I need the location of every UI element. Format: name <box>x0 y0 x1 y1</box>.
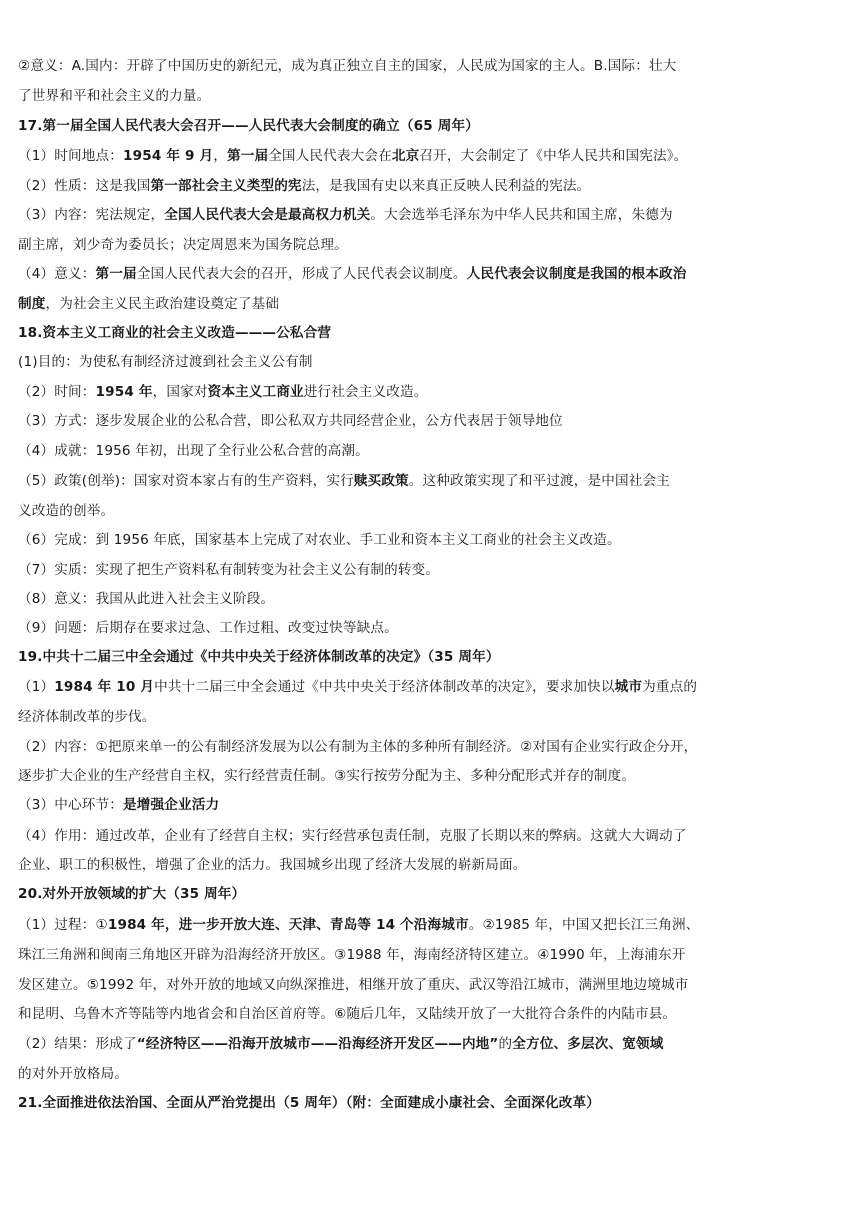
bold-text: 1984 年 10 月 <box>54 679 155 695</box>
text-span: （5）政策(创举)：国家对资本家占有的生产资料，实行 <box>18 473 354 489</box>
text-span: 的对外开放格局。 <box>18 1066 128 1082</box>
text-span: （1） <box>18 679 55 695</box>
text-span: 中共十二届三中全会通过《中共中央关于经济体制改革的决定》，要求加快以 <box>154 679 615 695</box>
text-span: （2）性质：这是我国 <box>18 178 151 194</box>
text-span: 和昆明、乌鲁木齐等陆等内地省会和自治区首府等。⑥随后几年，又陆续开放了一大批符合条件的内陆市县。 <box>18 1006 677 1022</box>
text-span: 全国人民代表大会的召开，形成了人民代表会议制度。 <box>136 266 467 282</box>
section-heading <box>18 116 848 136</box>
text-span: 的 <box>498 1036 513 1052</box>
section-heading <box>18 884 848 904</box>
text-span: （6）完成：到 1956 年底，国家基本上完成了对农业、手工业和资本主义工商业的社会主义改造。 <box>18 532 621 548</box>
text-line <box>18 86 848 106</box>
text-span: （4）作用：通过改革，企业有了经营自主权；实行经营承包责任制，克服了长期以来的弊病。这就大大调动了 <box>18 828 687 844</box>
text-span: （2）时间： <box>18 384 96 400</box>
bold-text: 北京 <box>391 148 420 164</box>
text-span: 为重点的 <box>642 679 698 695</box>
bold-text: 赎买政策 <box>353 473 409 489</box>
text-span: 21.全面推进依法治国、全面从严治党提出（5 周年）（附：全面建成小康社会、全面深化改革） <box>18 1095 600 1111</box>
bold-text: 资本主义工商业 <box>207 384 304 400</box>
bold-text: 第一届 <box>95 266 137 282</box>
text-line <box>18 264 848 284</box>
text-line <box>18 382 848 402</box>
text-span: （7）实质：实现了把生产资料私有制转变为社会主义公有制的转变。 <box>18 562 440 578</box>
bold-text: 全方位、多层次、宽领域 <box>512 1036 664 1052</box>
text-line <box>18 707 848 727</box>
text-span: 发区建立。⑤1992 年，对外开放的地域又向纵深推进，相继开放了重庆、武汉等沿江城市，满洲里地边境城市 <box>18 977 689 993</box>
text-line <box>18 975 848 995</box>
text-span: （3）方式：逐步发展企业的公私合营，即公私双方共同经营企业，公方代表居于领导地位 <box>18 413 563 429</box>
text-line <box>18 294 848 314</box>
text-line <box>18 1064 848 1084</box>
text-span: （4）意义： <box>18 266 96 282</box>
text-line <box>18 56 848 76</box>
text-span: (1)目的：为使私有制经济过渡到社会主义公有制 <box>18 354 313 370</box>
text-line <box>18 677 848 697</box>
bold-text: 全国人民代表大会是最高权力机关 <box>164 207 371 223</box>
text-span: 经济体制改革的步伐。 <box>18 709 156 725</box>
bold-text: “经济特区——沿海开放城市——沿海经济开发区——内地” <box>136 1036 499 1052</box>
text-line <box>18 1004 848 1024</box>
text-span: 。②1985 年，中国又把长江三角洲、 <box>468 917 700 933</box>
text-line <box>18 737 848 757</box>
section-heading <box>18 647 848 667</box>
text-span: 。大会选举毛泽东为中华人民共和国主席，朱德为 <box>370 207 673 223</box>
text-span: 珠江三角洲和闽南三角地区开辟为沿海经济开放区。③1988 年，海南经济特区建立。④1990 年，上海浦东开 <box>18 947 686 963</box>
text-span: 。这种政策实现了和平过渡，是中国社会主 <box>408 473 670 489</box>
text-line <box>18 205 848 225</box>
section-heading <box>18 1093 848 1113</box>
text-line <box>18 945 848 965</box>
text-span: ，为社会主义民主政治建设奠定了基础 <box>45 296 280 312</box>
bold-text: 1984 年，进一步开放大连、天津、青岛等 14 个沿海城市 <box>107 917 469 933</box>
text-span: （2）结果：形成了 <box>18 1036 137 1052</box>
text-span: （3）中心环节： <box>18 797 124 813</box>
text-span: 了世界和平和社会主义的力量。 <box>18 88 211 104</box>
text-line <box>18 501 848 521</box>
text-line <box>18 411 848 431</box>
bold-text: 是增强企业活力 <box>123 797 220 813</box>
bold-text: 1954 年 <box>95 384 153 400</box>
text-line <box>18 1034 848 1054</box>
text-span: 法，是我国有史以来真正反映人民利益的宪法。 <box>301 178 591 194</box>
text-line <box>18 235 848 255</box>
bold-text: 第一届 <box>226 148 269 164</box>
bold-text: 制度 <box>18 296 46 312</box>
bold-text: 第一部社会主义类型的宪 <box>150 178 302 194</box>
text-line <box>18 176 848 196</box>
text-span: （8）意义：我国从此进入社会主义阶段。 <box>18 591 275 607</box>
text-line <box>18 915 848 935</box>
text-span: ②意义：A.国内：开辟了中国历史的新纪元，成为真正独立自主的国家，人民成为国家的主人。B.国际：壮大 <box>18 58 677 74</box>
text-span: 18.资本主义工商业的社会主义改造———公私合营 <box>18 325 332 341</box>
text-line <box>18 471 848 491</box>
text-span: 召开，大会制定了《中华人民共和国宪法》。 <box>419 148 688 164</box>
text-span: 19.中共十二届三中全会通过《中共中央关于经济体制改革的决定》（35 周年） <box>18 649 500 665</box>
text-line <box>18 795 848 815</box>
bold-text: 城市 <box>614 679 643 695</box>
text-line <box>18 589 848 609</box>
text-line <box>18 352 848 372</box>
text-span: 义改造的创举。 <box>18 503 115 519</box>
text-line <box>18 530 848 550</box>
text-span: （1）过程：① <box>18 917 108 933</box>
text-line <box>18 855 848 875</box>
text-span: ，国家对 <box>152 384 208 400</box>
text-span: 17.第一届全国人民代表大会召开——人民代表大会制度的确立（65 周年） <box>18 118 479 134</box>
text-line <box>18 766 848 786</box>
text-line <box>18 560 848 580</box>
text-span: 全国人民代表大会在 <box>268 148 392 164</box>
bold-text: 人民代表会议制度是我国的根本政治 <box>466 266 687 282</box>
text-span: （1）时间地点： <box>18 148 124 164</box>
section-heading <box>18 323 848 343</box>
text-span: （4）成就：1956 年初，出现了全行业公私合营的高潮。 <box>18 443 369 459</box>
text-span: （2）内容：①把原来单一的公有制经济发展为以公有制为主体的多种所有制经济。②对国有企业实行政企分开， <box>18 739 698 755</box>
text-span: 企业、职工的积极性，增强了企业的活力。我国城乡出现了经济大发展的崭新局面。 <box>18 857 527 873</box>
text-span: 进行社会主义改造。 <box>303 384 428 400</box>
text-line <box>18 146 848 166</box>
text-span: （3）内容：宪法规定， <box>18 207 165 223</box>
text-line <box>18 618 848 638</box>
text-line <box>18 826 848 846</box>
text-line <box>18 441 848 461</box>
bold-text: 1954 年 9 月 <box>123 148 214 164</box>
text-span: ， <box>213 148 227 164</box>
text-span: （9）问题：后期存在要求过急、工作过粗、改变过快等缺点。 <box>18 620 398 636</box>
text-span: 20.对外开放领域的扩大（35 周年） <box>18 886 246 902</box>
text-span: 逐步扩大企业的生产经营自主权，实行经营责任制。③实行按劳分配为主、多种分配形式并存的制度。 <box>18 768 636 784</box>
text-span: 副主席，刘少奇为委员长；决定周恩来为国务院总理。 <box>18 237 348 253</box>
